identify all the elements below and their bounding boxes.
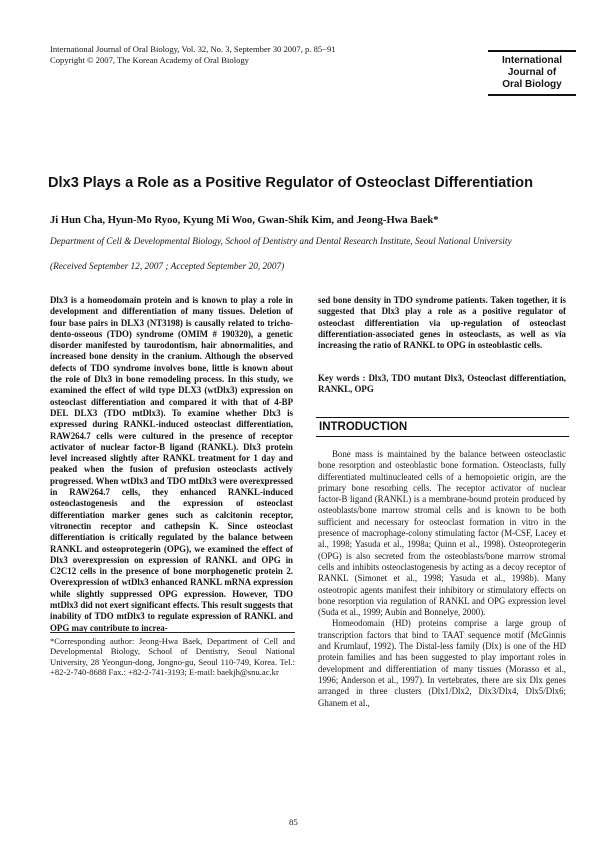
page-number: 85 [289,817,298,827]
abstract-left: Dlx3 is a homeodomain protein and is known to play a role in development and differentiation of many tissues. Deletion of four base pairs in DLX3 (NT3198) is causally related to tricho-dento-osseous (TDO) syndrome (OMIM # 190320), a genetic disorder manifested by taurodontism, hair abnormalities, and increased bone density in the cranium. Although the observed defects of TDO syndrome involves bone, little is known about the role of Dlx3 in bone remodeling process. In this study, we examined the effect of wild type DLX3 (wtDlx3) expression on osteoclast differentiation and compared it with that of 4-BP DEL DLX3 (TDO mtDlx3). To examine whether Dlx3 is expressed during RANKL-induced osteoclast differentiation, RAW264.7 cells were cultured in the presence of receptor activator of nuclear factor-B ligand (RANKL). Dlx3 protein level increased slightly after RANKL treatment for 1 day and peaked when the fusion of prefusion osteoclasts actively progressed. When wtDlx3 and TDO mtDlx3 were overexpressed in RAW264.7 cells, they enhanced RANKL-induced osteoclastogenesis and the expression of osteoclast differentiation marker genes such as calcitonin receptor, vitronectin receptor and cathepsin K. Since osteoclast differentiation is critically regulated by the balance between RANKL and osteoprotegerin (OPG), we examined the effect of Dlx3 overexpression on expression of RANKL and OPG in C2C12 cells in the presence of bone morphogenetic protein 2. Overexpression of wtDlx3 enhanced RANKL mRNA expression while slightly suppressed OPG expression. However, TDO mtDlx3 did not exert significant effects. This result suggests that inability of TDO mtDlx3 to regulate expression of RANKL and OPG may contribute to increa- [50,295,293,633]
badge-line: Journal of [507,67,557,78]
article-title: Dlx3 Plays a Role as a Positive Regulator of Osteoclast Differentiation [48,175,533,191]
badge-line: International [501,55,562,66]
badge-line: Oral Biology [502,79,562,90]
journal-citation: International Journal of Oral Biology, Vol. 32, No. 3, September 30 2007, p. 85−91 [50,44,336,54]
footnote-divider [50,632,295,633]
introduction-heading: INTRODUCTION [316,417,569,437]
received-dates: (Received September 12, 2007 ; Accepted September 20, 2007) [50,262,285,272]
corresponding-author-note: *Corresponding author: Jeong-Hwa Baek, Department of Cell and Developmental Biology, School of Dentistry, Seoul National University, 28 Yeongun-dong, Jongno-gu, Seoul 110-749, Korea. Tel.: +82-2-740-8688 Fax.: +82-2-741-3193; E-mail: baekjh@snu.ac.kr [50,636,295,678]
introduction-body [318,449,566,709]
copyright-line: Copyright © 2007, The Korean Academy of Oral Biology [50,55,249,65]
intro-paragraph: Bone mass is maintained by the balance between osteoclastic bone resorption and osteoblastic bone formation. Osteoclasts, fully differentiated multinucleated cells of a hemopoietic origin, are the primary bone resorbing cells. The receptor activator of nuclear factor-B ligand (RANKL) is a membrane-bound protein produced by osteoblasts/bone marrow stromal cells and is known to be both sufficient and necessary for osteoclast formation in vitro in the presence of macrophage-colony stimulating factor (M-CSF, Lacey et al., 1998; Yasuda et al., 1998a; Quinn et al., 1998). Osteoprotegerin (OPG) is also secreted from the osteoblasts/bone marrow stromal cells and inhibits osteoclastogenesis by acting as a decoy receptor of RANKL (Simonet et al., 1998; Yasuda et al., 1998b). Many osteotropic agents manifest their inhibitory or stimulatory effects on bone resorption via regulation of RANKL and OPG expression level (Suda et al., 1999; Aubin and Bonnelye, 2000). [318,449,566,618]
affiliation: Department of Cell & Developmental Biology, School of Dentistry and Dental Research Institute, Seoul National University [50,237,512,247]
journal-badge [488,50,576,96]
keywords: Key words : Dlx3, TDO mutant Dlx3, Osteoclast differentiation, RANKL, OPG [318,373,566,395]
intro-paragraph: Homeodomain (HD) proteins comprise a large group of transcription factors that bind to TAAT sequence motif (McGinnis and Krumlauf, 1992). The Distal-less family (Dlx) is one of the HD protein families and has been suggested to play important roles in development and differentiation of many tissues (Morasso et al., 1996; Anderson et al., 1997). In vertebrates, there are six Dlx genes arranged in three clusters (Dlx1/Dlx2, Dlx3/Dlx4, Dlx5/Dlx6; Ghanem et al., [318,618,566,708]
author-list: Ji Hun Cha, Hyun-Mo Ryoo, Kyung Mi Woo, Gwan-Shik Kim, and Jeong-Hwa Baek* [50,215,439,226]
abstract-right: sed bone density in TDO syndrome patients. Taken together, it is suggested that Dlx3 play a role as a positive regulator of osteoclast differentiation via up-regulation of osteoclast differentiation-associated genes in osteoclasts, as well as via increasing the ratio of RANKL to OPG in osteoblastic cells. [318,295,566,351]
